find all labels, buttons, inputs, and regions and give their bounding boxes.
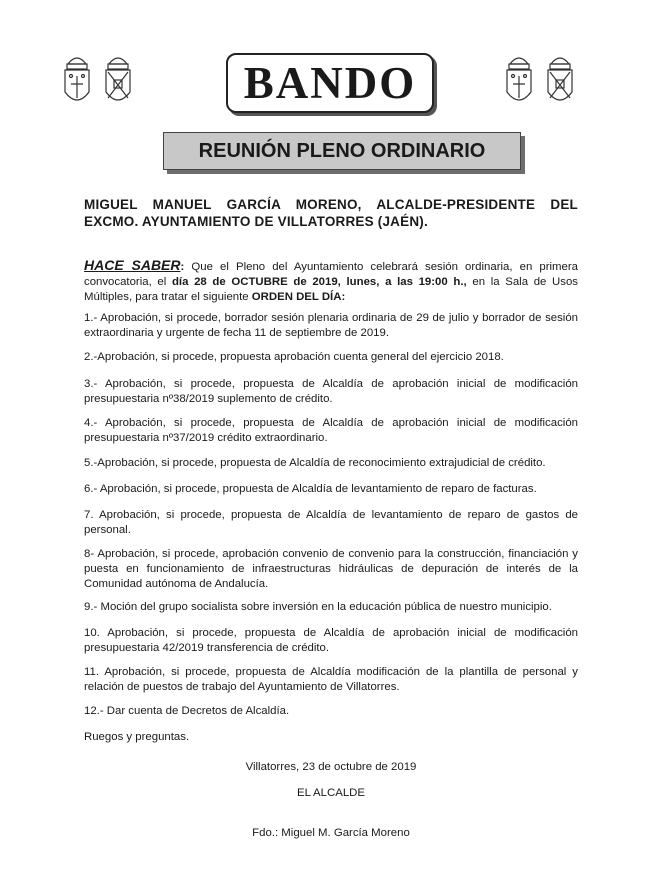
agenda-item: 5.-Aprobación, si procede, propuesta de Alcaldía de reconocimiento extrajudicial de crédito. xyxy=(84,457,546,469)
meeting-title: REUNIÓN PLENO ORDINARIO xyxy=(198,139,486,162)
agenda-item: 9.- Moción del grupo socialista sobre inversión en la educación pública de nuestro municipio. xyxy=(84,601,552,613)
heading-line-2: EXCMO. AYUNTAMIENTO DE VILLATORRES (JAÉN). xyxy=(84,214,428,229)
bando-banner xyxy=(226,53,434,113)
agenda-item: 3.- Aprobación, si procede, propuesta de Alcaldía de aprobación inicial de modificación presupuestaria nº38/2019 suplemento de crédito. xyxy=(84,378,578,405)
agenda-item: 2.-Aprobación, si procede, propuesta aprobación cuenta general del ejercicio 2018. xyxy=(84,351,504,363)
place-date: Villatorres, 23 de octubre de 2019 xyxy=(245,761,417,773)
intro-date: día 28 de OCTUBRE de 2019, lunes, a las 19:00 h., xyxy=(171,276,467,288)
order-of-day-label: ORDEN DEL DÍA: xyxy=(251,291,346,303)
coat-of-arms-icon xyxy=(62,50,92,110)
hace-saber-label: HACE SABER xyxy=(84,257,181,273)
coat-of-arms-icon xyxy=(545,50,575,110)
intro-text-a: Que el Pleno del Ayuntamiento celebrará sesión ordinaria, en primera convocatoria, el xyxy=(84,261,578,288)
agenda-item: 8- Aprobación, si procede, aprobación convenio de convenio para la construcción, financiación y puesta en funcionamiento de infraestructuras hidráulicas de depuración de interés de la Comunidad autónoma de Andalucía. xyxy=(84,548,578,590)
bando-title: BANDO xyxy=(243,57,417,108)
meeting-title-box xyxy=(163,132,521,170)
agenda-item: Ruegos y preguntas. xyxy=(84,731,190,743)
agenda-item: 1.- Aprobación, si procede, borrador sesión plenaria ordinaria de 29 de julio y borrador de sesión extraordinaria y urgente de fecha 11 de septiembre de 2019. xyxy=(84,312,578,339)
coat-of-arms-icon xyxy=(103,50,133,110)
agenda-item: 7. Aprobación, si procede, propuesta de Alcaldía de levantamiento de reparo de gastos de personal. xyxy=(84,509,578,536)
mayor-role: EL ALCALDE xyxy=(297,787,365,799)
agenda-item: 6.- Aprobación, si procede, propuesta de Alcaldía de levantamiento de reparo de facturas. xyxy=(84,483,537,495)
coat-of-arms-icon xyxy=(504,50,534,110)
mayor-heading xyxy=(84,196,578,230)
intro-text-b: en la Sala de Usos Múltiples, para tratar el siguiente xyxy=(84,276,578,303)
heading-line-1: MIGUEL MANUEL GARCÍA MORENO, ALCALDE-PRESIDENTE DEL xyxy=(84,197,578,212)
intro-paragraph: HACE SABER: Que el Pleno del Ayuntamiento celebrará sesión ordinaria, en primera convocatoria, el día 28 de OCTUBRE de 2019, lunes, a las 19:00 h., en la Sala de Usos Múltiples, para tratar el siguiente ORDEN DEL DÍA: xyxy=(84,257,578,303)
agenda-item: 4.- Aprobación, si procede, propuesta de Alcaldía de aprobación inicial de modificación presupuestaria nº37/2019 crédito extraordinario. xyxy=(84,417,578,444)
agenda-item: 12.- Dar cuenta de Decretos de Alcaldía. xyxy=(84,705,290,717)
signature-line: Fdo.: Miguel M. García Moreno xyxy=(252,827,410,839)
agenda-item: 10. Aprobación, si procede, propuesta de Alcaldía de aprobación inicial de modificación presupuestaria 42/2019 transferencia de crédito. xyxy=(84,627,578,654)
agenda-item: 11. Aprobación, si procede, propuesta de Alcaldía modificación de la plantilla de personal y relación de puestos de trabajo del Ayuntamiento de Villatorres. xyxy=(84,666,578,693)
